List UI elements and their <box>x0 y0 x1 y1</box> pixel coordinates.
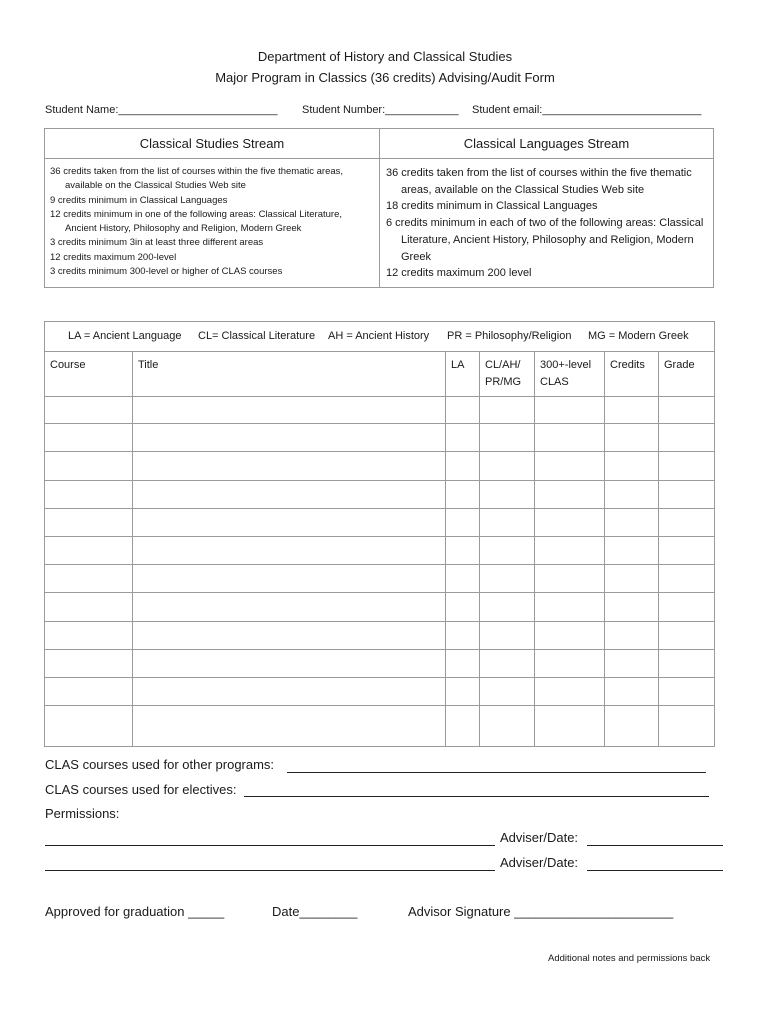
classical-languages-stream <box>380 129 713 287</box>
requirement-item: 6 credits minimum in each of two of the following areas: Classical Literature, Ancient History, Philosophy and Religion, Modern Greek <box>386 217 704 263</box>
classical-studies-requirements <box>45 159 379 279</box>
col-300-level-clas: 300+-level CLAS <box>540 359 592 388</box>
category-legend <box>45 322 714 352</box>
form-program-title: Major Program in Classics (36 credits) Advising/Audit Form <box>215 70 555 85</box>
requirement-item: 36 credits taken from the list of courses within the five thematic areas, available on the Classical Studies Web site <box>386 167 692 196</box>
requirement-item: 12 credits minimum in one of the following areas: Classical Literature, Ancient History, Philosophy and Religion, Modern Greek <box>50 208 342 235</box>
student-number-field[interactable]: Student Number:____________ <box>302 104 459 116</box>
col-title: Title <box>138 359 159 371</box>
footer-note: Additional notes and permissions back <box>548 953 711 964</box>
table-row[interactable] <box>45 678 714 706</box>
electives-input-line[interactable] <box>244 796 709 797</box>
legend-pr: PR = Philosophy/Religion <box>447 330 572 342</box>
requirement-item: 12 credits maximum 200 level <box>386 267 532 280</box>
requirement-item: 36 credits taken from the list of courses within the five thematic areas, available on the Classical Studies Web site <box>50 166 344 192</box>
table-row[interactable] <box>45 593 714 621</box>
permission-line-2[interactable] <box>45 870 495 871</box>
col-course: Course <box>50 359 86 371</box>
col-cl-ah-pr-mg: CL/AH/ PR/MG <box>485 359 522 388</box>
adviser-date-label-2: Adviser/Date: <box>500 855 579 870</box>
student-name-field[interactable]: Student Name:__________________________ <box>45 104 278 116</box>
advisor-signature-field[interactable]: Advisor Signature ______________________ <box>408 904 674 919</box>
classical-languages-requirements <box>380 159 713 282</box>
requirement-item: 9 credits minimum in Classical Languages <box>50 194 228 206</box>
permission-line-1[interactable] <box>45 845 495 846</box>
approved-for-graduation-field[interactable]: Approved for graduation _____ <box>45 904 225 919</box>
col-credits: Credits <box>610 359 645 371</box>
table-header <box>45 351 714 397</box>
col-la: LA <box>451 359 465 371</box>
student-email-field[interactable]: Student email:__________________________ <box>472 104 702 116</box>
requirement-item: 3 credits minimum 300-level or higher of CLAS courses <box>50 266 283 278</box>
adviser-date-label-1: Adviser/Date: <box>500 830 579 845</box>
legend-cl: CL= Classical Literature <box>198 330 316 342</box>
requirement-item: 3 credits minimum 3in at least three different areas <box>50 237 264 249</box>
other-programs-input-line[interactable] <box>287 772 706 773</box>
permissions-label: Permissions: <box>45 806 120 821</box>
classical-languages-stream-title: Classical Languages Stream <box>380 129 713 159</box>
requirement-item: 18 credits minimum in Classical Languages <box>386 200 598 213</box>
legend-la: LA = Ancient Language <box>68 330 182 342</box>
table-row[interactable] <box>45 481 714 509</box>
classical-studies-stream-title: Classical Studies Stream <box>45 129 379 159</box>
table-row[interactable] <box>45 650 714 678</box>
table-row[interactable] <box>45 706 714 734</box>
table-row[interactable] <box>45 452 714 480</box>
adviser-date-input-1[interactable] <box>587 845 723 846</box>
date-field[interactable]: Date________ <box>272 904 358 919</box>
requirement-item: 12 credits maximum 200-level <box>50 251 177 263</box>
adviser-date-input-2[interactable] <box>587 870 723 871</box>
table-row[interactable] <box>45 537 714 565</box>
legend-mg: MG = Modern Greek <box>588 330 689 342</box>
table-row[interactable] <box>45 509 714 537</box>
other-programs-label: CLAS courses used for other programs: <box>45 757 275 772</box>
table-row[interactable] <box>45 622 714 650</box>
table-row[interactable] <box>45 565 714 593</box>
course-audit-table <box>44 321 715 747</box>
classical-studies-stream <box>45 129 380 287</box>
table-row[interactable] <box>45 396 714 424</box>
legend-ah: AH = Ancient History <box>328 330 430 342</box>
electives-label: CLAS courses used for electives: <box>45 782 237 797</box>
col-grade: Grade <box>664 359 695 371</box>
streams-table <box>44 128 714 288</box>
form-department-title: Department of History and Classical Studies <box>257 49 513 64</box>
course-rows <box>45 396 714 734</box>
table-row[interactable] <box>45 424 714 452</box>
